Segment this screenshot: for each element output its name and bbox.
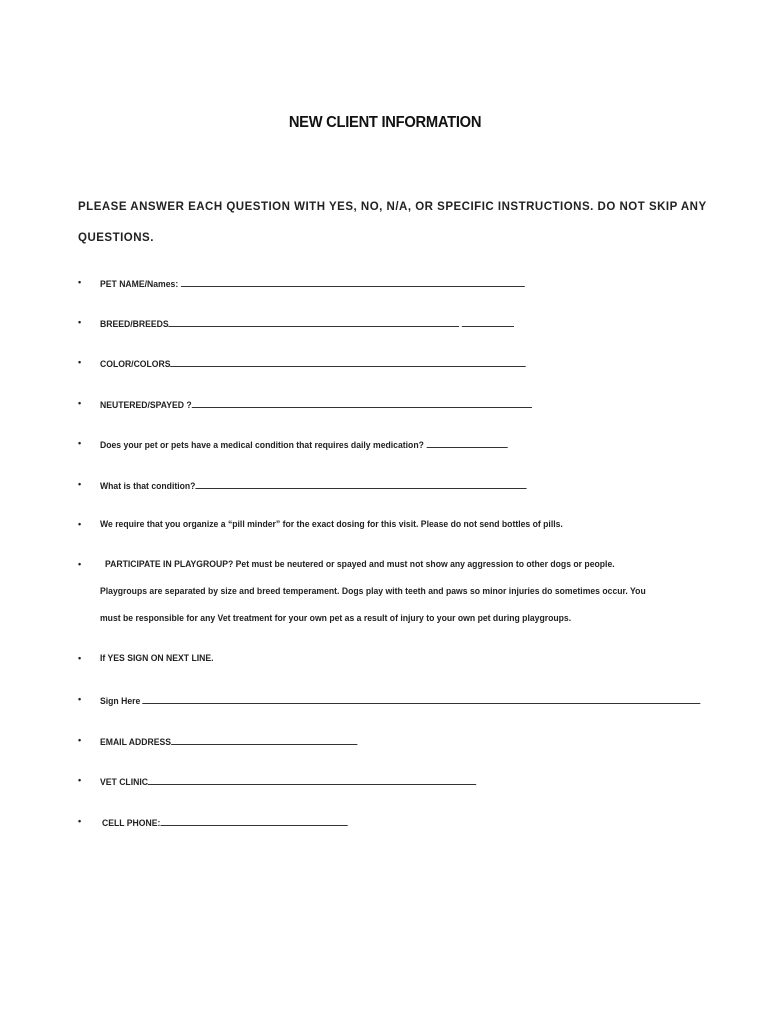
instructions-line-1: PLEASE ANSWER EACH QUESTION WITH YES, NO, N/A, OR SPECIFIC INSTRUCTIONS. DO NOT SKIP ANY [78,201,707,213]
bullet-icon: • [78,816,82,826]
cell-phone-field[interactable] [160,816,347,826]
cell-phone-label: CELL PHONE: [102,818,161,829]
bullet-icon: • [78,317,82,327]
bullet-icon: • [78,277,82,287]
breed-field[interactable] [169,317,460,327]
playgroup-text-line-3: must be responsible for any Vet treatment for your own pet as a result of injury to your own pet during playgroups. [100,613,572,624]
bullet-icon: • [78,559,82,569]
condition-field[interactable] [195,479,526,489]
if-yes-text: If YES SIGN ON NEXT LINE. [100,653,214,664]
vet-clinic-field[interactable] [148,775,477,785]
breed-label: BREED/BREEDS [100,319,169,330]
pet-name-field[interactable] [181,277,525,287]
pill-minder-text: We require that you organize a “pill minder” for the exact dosing for this visit. Please do not send bottles of pills. [100,519,563,530]
bullet-icon: • [78,735,82,745]
vet-clinic-label: VET CLINIC [100,777,148,788]
bullet-icon: • [78,398,82,408]
neutered-field[interactable] [192,398,532,408]
email-field[interactable] [171,735,357,745]
bullet-icon: • [78,694,82,704]
bullet-icon: • [78,519,82,529]
instructions-line-2: QUESTIONS. [78,232,154,244]
playgroup-text: PARTICIPATE IN PLAYGROUP? Pet must be neutered or spayed and must not show any aggression to other dogs or people. [105,559,615,570]
bullet-icon: • [78,653,82,663]
email-label: EMAIL ADDRESS [100,737,172,748]
pet-name-label: PET NAME/Names: [100,279,179,290]
sign-here-label: Sign Here [100,696,141,707]
bullet-icon: • [78,775,82,785]
color-label: COLOR/COLORS [100,359,171,370]
medical-label: Does your pet or pets have a medical condition that requires daily medication? [100,440,424,451]
bullet-icon: • [78,479,82,489]
page-title: NEW CLIENT INFORMATION [288,114,482,131]
bullet-icon: • [78,357,82,367]
bullet-icon: • [78,438,82,448]
neutered-label: NEUTERED/SPAYED ? [100,400,192,411]
playgroup-text-line-2: Playgroups are separated by size and breed temperament. Dogs play with teeth and paws so minor injuries do sometimes occur. You [100,586,646,597]
medical-field[interactable] [426,438,507,448]
color-field[interactable] [171,357,527,367]
signature-field[interactable] [143,694,701,704]
breed-field-extra[interactable] [462,317,514,327]
condition-label: What is that condition? [100,481,196,492]
